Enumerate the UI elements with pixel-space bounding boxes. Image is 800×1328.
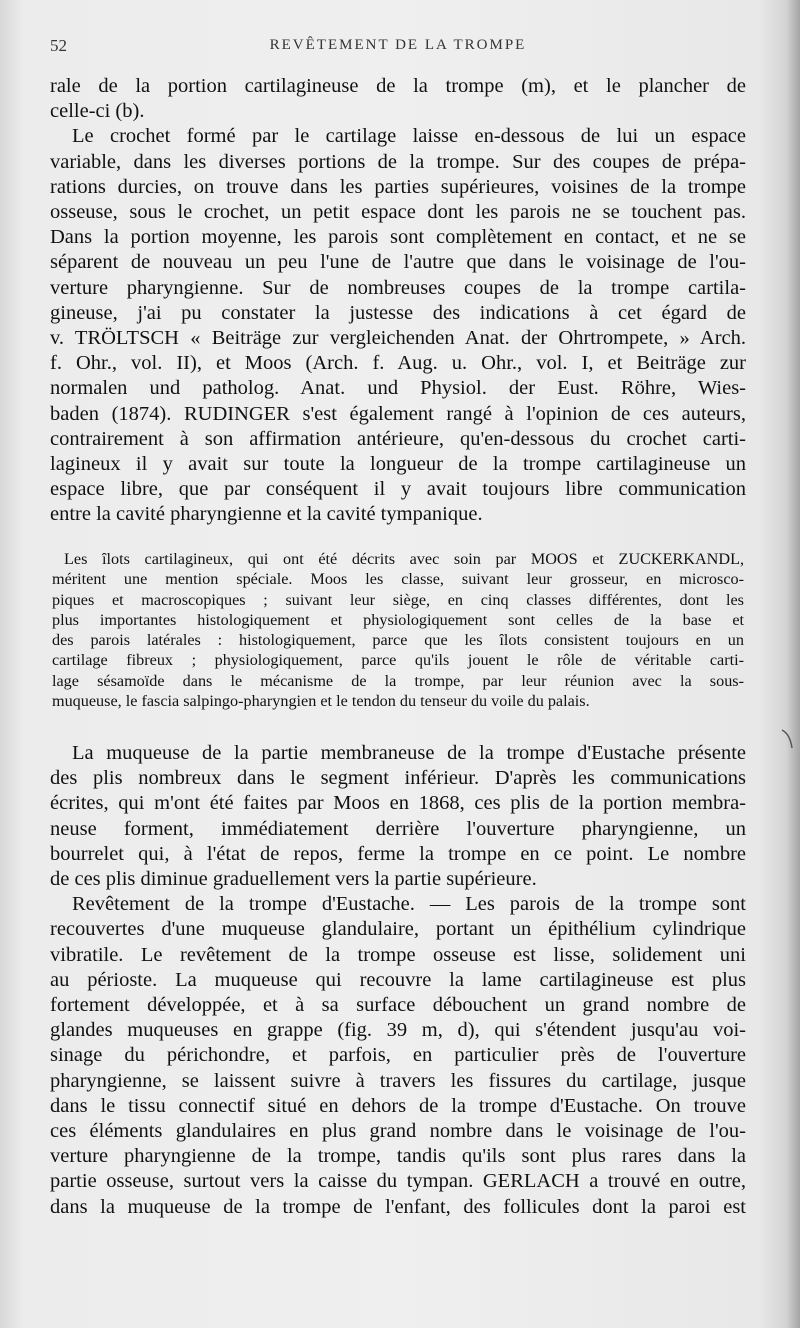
text-line: Le crochet formé par le cartilage laisse en-dessous de lui un espace: [72, 125, 746, 148]
running-head-title: REVÊTEMENT DE LA TROMPE: [269, 37, 527, 53]
text-line: fortement développée, et à sa surface débouchent un grand nombre de: [50, 994, 746, 1017]
text-line: de ces plis diminue graduellement vers la partie supérieure.: [50, 868, 537, 891]
text-line: séparent de nouveau un peu l'une de l'autre que dans le voisinage de l'ou-: [50, 251, 746, 274]
text-line: dans le tissu connectif situé en dehors de la trompe d'Eustache. On trouve: [50, 1094, 746, 1117]
note-line: Les îlots cartilagineux, qui ont été décrits avec soin par MOOS et ZUCKERKANDL,: [64, 550, 744, 568]
text-line: recouvertes d'une muqueuse glandulaire, portant un épithélium cylindrique: [50, 918, 746, 941]
text-line: Dans la portion moyenne, les parois sont complètement en contact, et ne se: [50, 226, 746, 249]
note-line: des parois latérales : histologiquement, parce que les îlots consistent toujours en un: [52, 631, 744, 650]
text-line: contrairement à son affirmation antérieure, qu'en-dessous du crochet carti-: [50, 427, 746, 450]
paragraph-crochet: [50, 124, 746, 527]
note-line: piques et macroscopiques ; suivant leur siège, en cinq classes différentes, dont les: [52, 590, 744, 609]
text-line: des plis nombreux dans le segment inférieur. D'après les communications: [50, 767, 746, 790]
note-line: méritent une mention spéciale. Moos les classe, suivant leur grosseur, en microsco-: [52, 570, 744, 589]
text-line: écrites, qui m'ont été faites par Moos en 1868, ces plis de la portion membra-: [50, 792, 746, 815]
text-line: osseuse, sous le crochet, un petit espace dont les parois ne se touchent pas.: [50, 201, 746, 224]
note-line: plus importantes histologiquement et physiologiquement sont celles de la base et: [52, 610, 744, 629]
note-line: muqueuse, le fascia salpingo-pharyngien et le tendon du tenseur du voile du palais.: [52, 692, 590, 711]
text-line: bourrelet qui, à l'état de repos, ferme la trompe en ce point. Le nombre: [50, 842, 746, 865]
text-line: v. TRÖLTSCH « Beiträge zur vergleichenden Anat. der Ohrtrompete, » Arch.: [50, 327, 746, 350]
text-line: vibratile. Le revêtement de la trompe osseuse est lisse, solidement uni: [50, 943, 746, 966]
text-line: normalen und patholog. Anat. und Physiol. der Eust. Röhre, Wies-: [50, 377, 746, 400]
footnote-block: [52, 549, 744, 711]
note-paragraph: [52, 549, 744, 711]
text-line: f. Ohr., vol. II), et Moos (Arch. f. Aug. u. Ohr., vol. I, et Beiträge zur: [50, 352, 746, 375]
text-line: entre la cavité pharyngienne et la cavité tympanique.: [50, 503, 483, 526]
text-line: rale de la portion cartilagineuse de la trompe (m), et le plancher de: [50, 75, 746, 97]
text-line: au périoste. La muqueuse qui recouvre la lame cartilagineuse est plus: [50, 968, 746, 991]
text-line: baden (1874). RUDINGER s'est également rangé à l'opinion de ces auteurs,: [50, 402, 746, 425]
text-line: glandes muqueuses en grappe (fig. 39 m, d), qui s'étendent jusqu'au voi-: [50, 1019, 746, 1042]
stray-print-mark: [780, 728, 796, 750]
page-edge-shadow: [786, 0, 800, 1328]
text-line: lagineux il y avait sur toute la longueur de la trompe cartilagineuse un: [50, 453, 746, 476]
paragraph-revetement: [50, 892, 746, 1220]
page-number: 52: [50, 36, 67, 55]
running-head: [50, 36, 746, 62]
text-line: Revêtement de la trompe d'Eustache. — Les parois de la trompe sont: [72, 893, 746, 916]
text-line: neuse forment, immédiatement derrière l'ouverture pharyngienne, un: [50, 817, 746, 840]
paragraph-muqueuse: [50, 741, 746, 892]
text-line: sinage du périchondre, et parfois, en particulier près de l'ouverture: [50, 1044, 746, 1067]
text-line: dans la muqueuse de la trompe de l'enfant, des follicules dont la paroi est: [50, 1195, 746, 1218]
text-line: celle-ci (b).: [50, 100, 145, 123]
main-text-block-1: [50, 74, 746, 528]
main-text-block-2: [50, 741, 746, 1220]
text-line: rations durcies, on trouve dans les parties supérieures, voisines de la trompe: [50, 175, 746, 198]
text-line: partie osseuse, surtout vers la caisse du tympan. GERLACH a trouvé en outre,: [50, 1170, 746, 1193]
note-line: cartilage fibreux ; physiologiquement, parce qu'ils jouent le rôle de véritable carti-: [52, 651, 744, 670]
text-line: La muqueuse de la partie membraneuse de la trompe d'Eustache présente: [72, 742, 746, 764]
text-line: gineuse, j'ai pu constater la justesse des indications à cet égard de: [50, 301, 746, 324]
text-line: espace libre, que par conséquent il y avait toujours libre communication: [50, 478, 746, 501]
text-line: pharyngienne, se laissent suivre à travers les fissures du cartilage, jusque: [50, 1069, 746, 1092]
text-line: ces éléments glandulaires en plus grand nombre dans le voisinage de l'ou-: [50, 1120, 746, 1143]
text-line: variable, dans les diverses portions de la trompe. Sur des coupes de prépa-: [50, 150, 746, 173]
note-line: lage sésamoïde dans le mécanisme de la trompe, par leur réunion avec la sous-: [52, 671, 744, 690]
text-line: verture pharyngienne. Sur de nombreuses coupes de la trompe cartila-: [50, 276, 746, 299]
text-line: verture pharyngienne de la trompe, tandis qu'ils sont plus rares dans la: [50, 1145, 746, 1168]
paragraph-continuation: [50, 74, 746, 124]
